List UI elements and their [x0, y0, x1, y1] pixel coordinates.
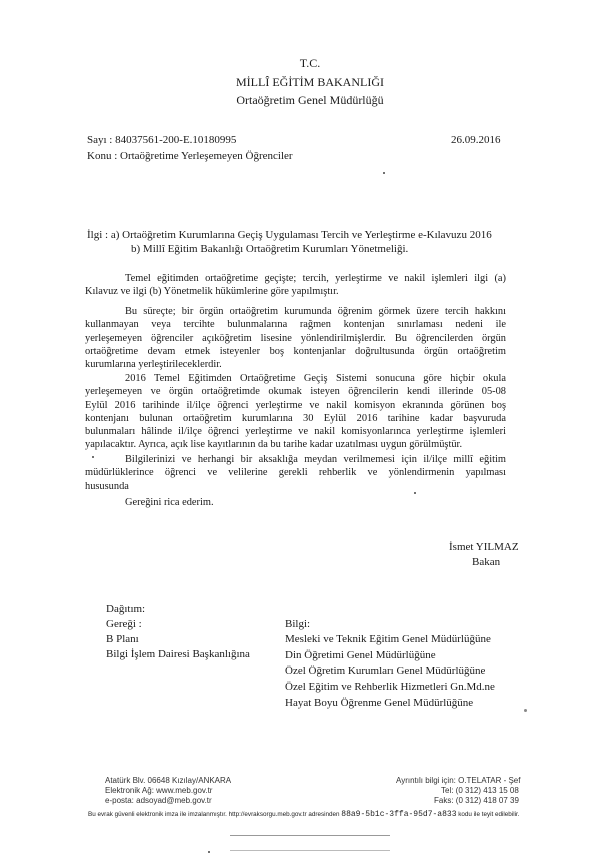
paragraph-line: Temel eğitimden ortaöğretime geçişte; tercih, yerleştirme ve nakil işlemleri ilgi (a) [125, 273, 506, 284]
distribution-bilgi-item: Mesleki ve Teknik Eğitim Genel Müdürlüğüne [285, 633, 491, 645]
footer-address: Atatürk Blv. 06648 Kızılay/ANKARA [105, 776, 232, 785]
paragraph-line: Bilgilerinizi ve herhangi bir aksaklığa meydan verilmemesi için il/ilçe millî eğitim [125, 454, 506, 465]
footer-email: e-posta: adsoyad@meb.gov.tr [105, 796, 212, 805]
distribution-gerei-label: Gereği : [106, 618, 142, 630]
distribution-heading: Dağıtım: [106, 603, 146, 615]
scan-speck [414, 492, 416, 494]
signatory-name: İsmet YILMAZ [449, 541, 519, 553]
reference-a: İlgi : a) Ortaöğretim Kurumlarına Geçiş Uygulaması Tercih ve Yerleştirme e-Kılavuzu 2016 [87, 229, 492, 241]
paragraph-line: kullanmayan veya tercihte bulunmalarına rağmen kontenjan sınırlaması nedeni ile [85, 319, 506, 331]
reference-b: b) Millî Eğitim Bakanlığı Ortaöğretim Kurumları Yönetmeliği. [131, 243, 409, 255]
doc-subject: Konu : Ortaöğretime Yerleşemeyen Öğrenciler [87, 150, 293, 162]
footer-tel: Tel: (0 312) 413 15 08 [441, 786, 519, 795]
header-directorate: Ortaöğretim Genel Müdürlüğü [236, 93, 384, 107]
footer-contact: Ayrıntılı bilgi için: O.TELATAR - Şef [396, 776, 521, 785]
scan-speck [92, 456, 94, 458]
distribution-bilgi-item: Özel Öğretim Kurumları Genel Müdürlüğüne [285, 665, 486, 677]
distribution-bilgi-item: Din Öğretimi Genel Müdürlüğüne [285, 649, 436, 661]
header-ministry: MİLLÎ EĞİTİM BAKANLIĞI [236, 75, 384, 89]
paragraph-line: kontenjanı bulunan ortaöğretim kurumlarına 30 Eylül 2016 tarihine kadar başvuruda [85, 412, 506, 424]
distribution-bilgi-item: Hayat Boyu Öğrenme Genel Müdürlüğüne [285, 697, 474, 709]
verification-text-end: kodu ile teyit edilebilir. [458, 811, 520, 818]
signatory-title: Bakan [472, 556, 501, 568]
paragraph-1 [85, 272, 506, 299]
paragraph-line: yapılacaktır. Ayrıca, açık lise kayıtlarının da bu tarihe kadar uzatılması uygun görülmüştür. [85, 439, 463, 451]
verification-text: Bu evrak güvenli elektronik imza ile imzalanmıştır. http://evraksorgu.meb.gov.tr adresinden [88, 811, 340, 818]
doc-number: Sayı : 84037561-200-E.10180995 [87, 134, 237, 146]
paragraph-line: yerleşemeyen öğrenciler açıköğretim lisesine yönlendirilmişlerdir. Bu öğrencilerden örgün [85, 332, 506, 344]
distribution-gerei-item: Bilgi İşlem Dairesi Başkanlığına [106, 648, 250, 660]
paragraph-3 [85, 372, 506, 452]
scan-speck [524, 709, 527, 712]
scan-speck [208, 851, 210, 853]
distribution-bilgi-item: Özel Eğitim ve Rehberlik Hizmetleri Gn.Md.ne [285, 681, 495, 693]
footer-fax: Faks: (0 312) 418 07 39 [434, 796, 519, 805]
closing-request: Gereğini rica ederim. [125, 497, 214, 508]
paragraph-line: kurumlarına yerleştirileceklerdir. [85, 359, 222, 371]
e-signature-verification [88, 810, 520, 819]
scan-artifact-box [230, 835, 390, 851]
paragraph-line: Kılavuz ve ilgi (b) Yönetmelik hükümlerine göre yapılmıştır. [85, 286, 339, 298]
distribution-bilgi-label: Bilgi: [285, 618, 311, 630]
paragraph-line: Bu süreçte; bir örgün ortaöğretim kurumunda öğrenim görmek üzere tercih hakkını [125, 306, 506, 317]
paragraph-4 [85, 453, 506, 493]
footer-web: Elektronik Ağ: www.meb.gov.tr [105, 786, 213, 795]
paragraph-line: müdürlüklerince öğrenci ve velilerine gerekli rehberlik ve yönlendirmenin yapılması [85, 467, 506, 479]
header-tc: T.C. [299, 56, 321, 70]
paragraph-line: bulunmaları hâlinde il/ilçe öğrenci yerleştirme ve nakil komisyonlarınca yerleştirme işlemleri [85, 426, 506, 438]
paragraph-line: ortaöğretime devam etmek isteyenler boş kontenjanlar doğrultusunda örgün ortaöğretim [85, 345, 506, 357]
paragraph-2 [85, 305, 506, 371]
paragraph-line: yerleşemeyen ve örgün ortaöğretimde okumak isteyen öğrencilerin kendi illerinde 05-08 [85, 386, 506, 398]
paragraph-line: 2016 Temel Eğitimden Ortaöğretime Geçiş Sistemi sonucuna göre hiçbir okula [125, 373, 506, 384]
scan-speck [383, 172, 385, 174]
doc-date: 26.09.2016 [451, 134, 501, 146]
distribution-gerei-item: B Planı [106, 633, 139, 645]
paragraph-line: hususunda [85, 480, 129, 492]
paragraph-line: Eylül 2016 tarihinde il/ilçe öğrenci yerleştirme ve nakil komisyon ekranında görünen boş [85, 399, 506, 411]
verification-code: 88a9-5b1c-3ffa-95d7-a833 [341, 810, 457, 819]
